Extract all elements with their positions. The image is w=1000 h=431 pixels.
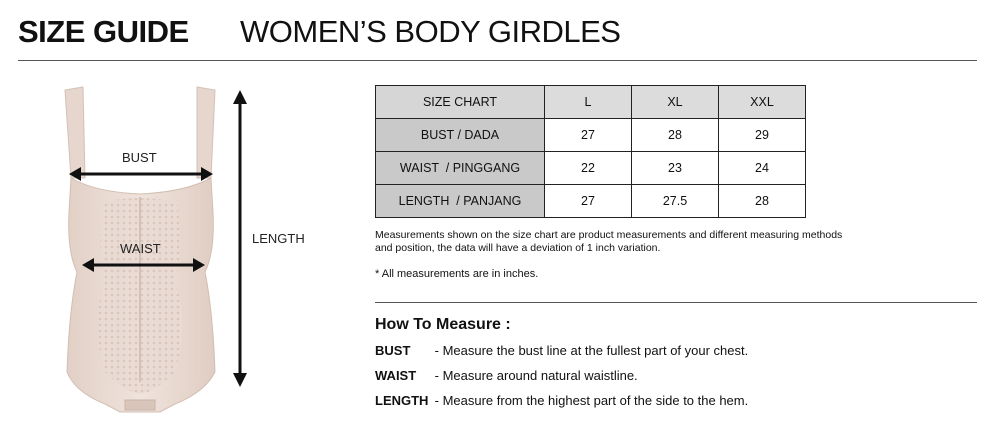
- garment-illustration: [55, 82, 335, 422]
- page-subtitle: WOMEN’S BODY GIRDLES: [240, 14, 621, 49]
- size-column-l: L: [545, 86, 632, 119]
- table-row: [376, 119, 806, 152]
- measure-item-waist: [375, 368, 638, 383]
- table-row: [376, 185, 806, 218]
- deviation-note: Measurements shown on the size chart are product measurements and different measuring methods and position, the data will have a deviation of 1 inch variation.: [375, 229, 843, 254]
- size-chart-table: [375, 85, 806, 218]
- table-cell: 24: [719, 152, 806, 185]
- row-label-length: LENGTH / PANJANG: [376, 185, 545, 218]
- bust-label: BUST: [122, 150, 157, 165]
- table-cell: 28: [632, 119, 719, 152]
- table-cell: 23: [632, 152, 719, 185]
- row-label-bust: BUST / DADA: [376, 119, 545, 152]
- length-label: LENGTH: [252, 231, 305, 246]
- measure-key: LENGTH: [375, 393, 429, 408]
- page-header: [18, 12, 980, 60]
- measure-item-bust: [375, 343, 748, 358]
- table-cell: 27.5: [632, 185, 719, 218]
- measure-key: BUST: [375, 343, 411, 358]
- units-note: * All measurements are in inches.: [375, 268, 539, 280]
- size-column-xxl: XXL: [719, 86, 806, 119]
- row-label-waist: WAIST / PINGGANG: [376, 152, 545, 185]
- measure-desc: - Measure the bust line at the fullest part of your chest.: [434, 343, 749, 358]
- table-cell: 22: [545, 152, 632, 185]
- table-cell: 27: [545, 185, 632, 218]
- table-cell: 28: [719, 185, 806, 218]
- section-divider: [375, 302, 977, 303]
- table-cell: 27: [545, 119, 632, 152]
- size-chart-header-row: [376, 86, 806, 119]
- table-cell: 29: [719, 119, 806, 152]
- page-title: SIZE GUIDE: [18, 14, 189, 49]
- table-row: [376, 152, 806, 185]
- measure-desc: - Measure around natural waistline.: [434, 368, 638, 383]
- measure-key: WAIST: [375, 368, 417, 383]
- body-girdle-image: [55, 82, 335, 422]
- header-divider: [18, 60, 977, 61]
- size-column-xl: XL: [632, 86, 719, 119]
- measure-item-length: [375, 393, 748, 408]
- waist-label: WAIST: [120, 241, 161, 256]
- how-to-measure-title: How To Measure :: [375, 316, 511, 333]
- measure-desc: - Measure from the highest part of the side to the hem.: [434, 393, 749, 408]
- size-chart-header-cell: SIZE CHART: [376, 86, 545, 119]
